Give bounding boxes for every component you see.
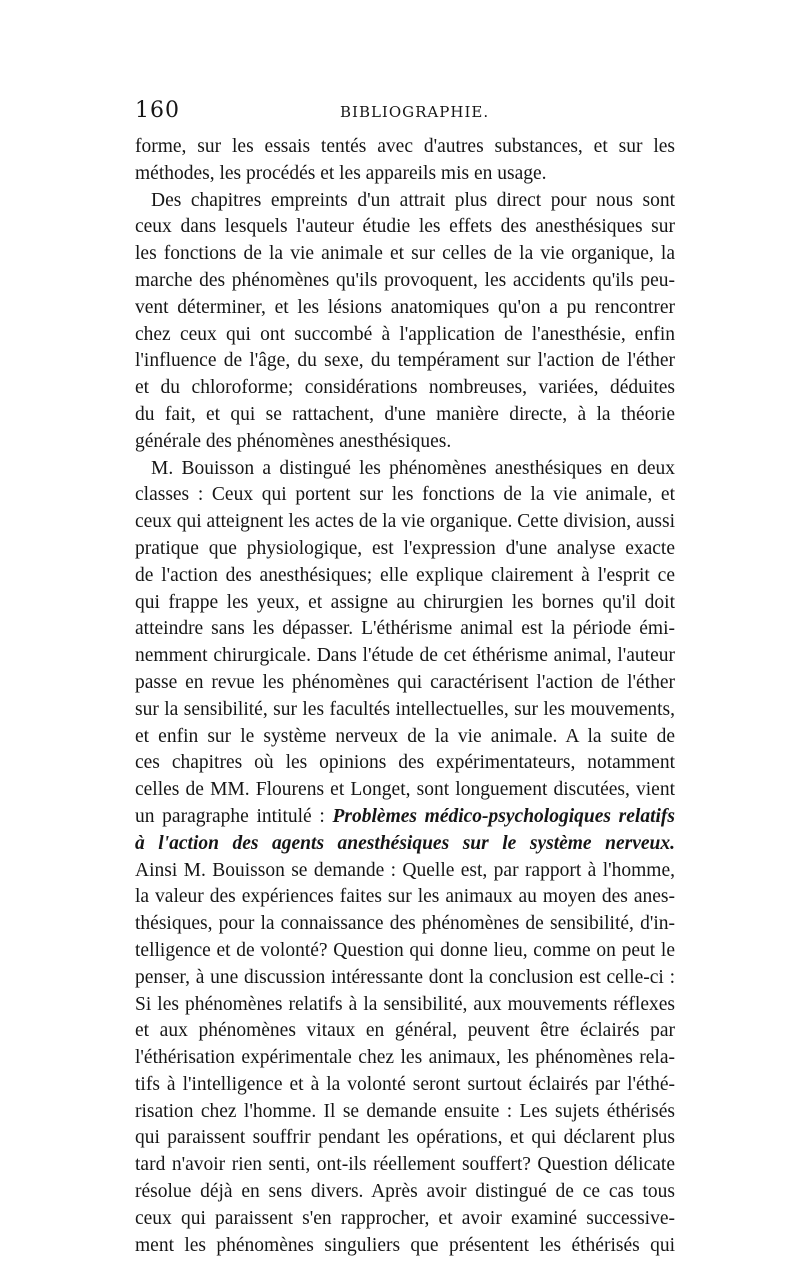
text-line: M. Bouisson a distingué les phénomènes anesthésiques en deux [151,457,675,479]
text-line: l'influence de l'âge, du sexe, du tempérament sur l'action de l'éther [135,350,675,372]
text-line: résolue déjà en sens divers. Après avoir distingué de ce cas tous [135,1181,675,1203]
text-line: Des chapitres empreints d'un attrait plus direct pour nous sont [151,189,675,211]
running-head: BIBLIOGRAPHIE. [340,103,490,121]
text-line: forme, sur les essais tentés avec d'autres substances, et sur les [135,136,675,157]
page-header [135,98,675,130]
text-line-italic [135,831,675,858]
text-line: passe en revue les phénomènes qui caractérisent l'action de l'éther [135,671,675,693]
body-text [135,134,675,1259]
text-line: nemment chirurgicale. Dans l'étude de cet éthérisme animal, l'auteur [135,645,675,667]
text-line: marche des phénomènes qu'ils provoquent, les accidents qu'ils peu- [135,269,675,291]
text-line: celles de MM. Flourens et Longet, sont longuement discutées, vient [135,779,675,801]
text-line: les fonctions de la vie animale et sur celles de la vie organique, la [135,243,675,265]
text-line: tard n'avoir rien senti, ont-ils réellement souffert? Question délicate [135,1154,675,1176]
text-line: et du chloroforme; considérations nombreuses, variées, déduites [135,377,675,399]
text-line: sur la sensibilité, sur les facultés intellectuelles, sur les mouvements, [135,698,675,720]
text-line: ceux dans lesquels l'auteur étudie les effets des anesthésiques sur [135,216,675,238]
text-line: ceux qui atteignent les actes de la vie organique. Cette division, aussi [135,511,675,533]
italic-title-segment: Problèmes médico-psychologiques relatifs [332,805,675,827]
text-line: pratique que physiologique, est l'expression d'une analyse exacte [135,537,675,559]
text-line: Ainsi M. Bouisson se demande : Quelle est, par rapport à l'homme, [135,859,675,881]
text-line: ces chapitres où les opinions des expérimentateurs, notamment [135,752,675,774]
text-line: ment les phénomènes singuliers que présentent les éthérisés qui [135,1234,675,1256]
text-line-with-italic [135,804,675,831]
text-line: telligence et de volonté? Question qui donne lieu, comme on peut le [135,939,675,961]
text-line: thésiques, pour la connaissance des phénomènes de sensibilité, d'in- [135,913,675,935]
text-segment: un paragraphe intitulé : [135,805,333,827]
text-line: méthodes, les procédés et les appareils mis en usage. [135,162,547,184]
text-line: risation chez l'homme. Il se demande ensuite : Les sujets éthérisés [135,1100,675,1122]
text-line: chez ceux qui ont succombé à l'application de l'anesthésie, enfin [135,323,675,345]
text-line: penser, à une discussion intéressante dont la conclusion est celle-ci : [135,966,675,988]
text-line: et aux phénomènes vitaux en général, peuvent être éclairés par [135,1020,675,1042]
text-line: ceux qui paraissent s'en rapprocher, et avoir examiné successive- [135,1207,675,1229]
text-line: l'éthérisation expérimentale chez les animaux, les phénomènes rela- [135,1047,675,1069]
text-line: qui frappe les yeux, et assigne au chirurgien les bornes qu'il doit [135,591,675,613]
page-number: 160 [135,98,180,123]
text-line: Si les phénomènes relatifs à la sensibilité, aux mouvements réflexes [135,993,675,1015]
text-line: atteindre sans les dépasser. L'éthérisme animal est la période émi- [135,618,675,640]
text-line: vent déterminer, et les lésions anatomiques qu'on a pu rencontrer [135,296,675,318]
text-line: générale des phénomènes anesthésiques. [135,430,452,452]
text-line: tifs à l'intelligence et à la volonté seront surtout éclairés par l'éthé- [135,1073,675,1095]
text-line: la valeur des expériences faites sur les animaux au moyen des anes- [135,886,675,908]
text-line: de l'action des anesthésiques; elle explique clairement à l'esprit ce [135,564,675,586]
text-line: classes : Ceux qui portent sur les fonctions de la vie animale, et [135,484,675,506]
italic-title-segment: à l'action des agents anesthésiques sur le système nerveux. [135,832,675,854]
text-line: et enfin sur le système nerveux de la vie animale. A la suite de [135,725,675,747]
text-line: qui paraissent souffrir pendant les opérations, et qui déclarent plus [135,1127,675,1149]
text-line: du fait, et qui se rattachent, d'une manière directe, à la théorie [135,403,675,425]
